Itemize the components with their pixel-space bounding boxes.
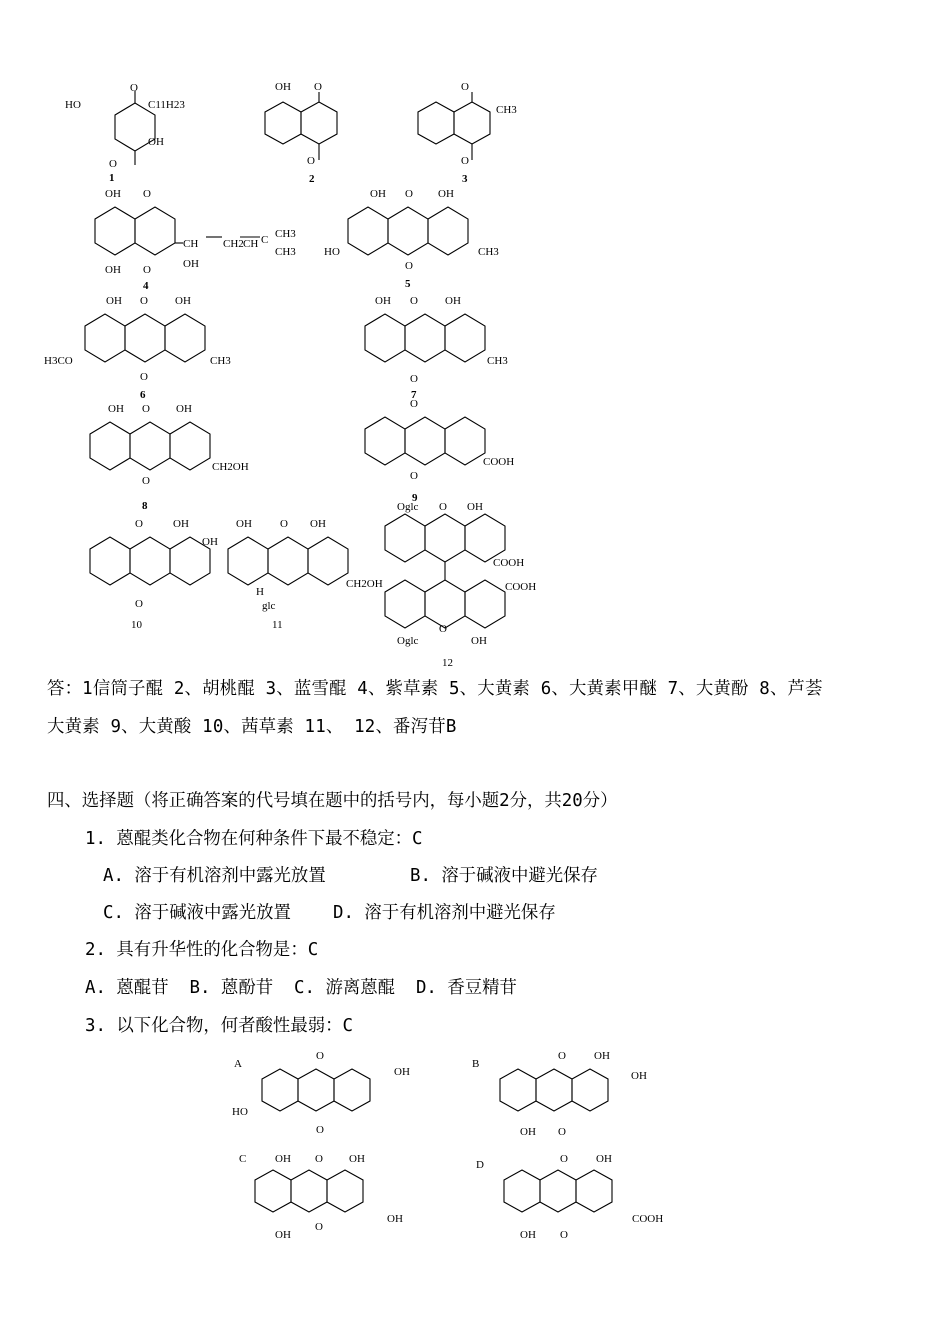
svg-text:CH: CH (183, 238, 199, 250)
structure-10 (80, 515, 230, 633)
q1-option-d: D. 溶于有机溶剂中避光保存 (333, 903, 556, 923)
structure-7 (355, 292, 535, 410)
svg-text:8: 8 (142, 500, 148, 512)
svg-text:O: O (315, 1221, 323, 1233)
structure-3-drawing (410, 80, 550, 188)
svg-text:O: O (140, 371, 148, 383)
structure-6-drawing (40, 292, 260, 402)
svg-text:OH: OH (370, 188, 386, 200)
q3-stem: 3. 以下化合物，何者酸性最弱：C (85, 1016, 353, 1036)
svg-text:CH3: CH3 (478, 246, 499, 258)
q3-structure-d-drawing (472, 1150, 692, 1245)
svg-text:O: O (130, 82, 138, 94)
q1-option-a: A. 溶于有机溶剂中露光放置 (103, 866, 326, 886)
svg-text:OH: OH (596, 1153, 612, 1165)
structure-6 (40, 292, 260, 402)
structure-9 (355, 395, 535, 507)
answer-line-1: 答：1信筒子醌 2、胡桃醌 3、蓝雪醌 4、紫草素 5、大黄素 6、大黄素甲醚 7、大黄酚 8、芦荟 (47, 679, 823, 699)
q3-structure-a (230, 1045, 430, 1140)
svg-text:CH: CH (243, 238, 259, 250)
structure-11 (218, 515, 398, 633)
svg-text:Oglc: Oglc (397, 635, 419, 647)
svg-text:O: O (140, 295, 148, 307)
svg-text:O: O (410, 373, 418, 385)
svg-text:CH3: CH3 (275, 228, 296, 240)
svg-text:HO: HO (65, 99, 81, 111)
svg-text:H: H (256, 586, 264, 598)
structure-9-drawing (355, 395, 535, 507)
svg-text:OH: OH (275, 1153, 291, 1165)
svg-text:glc: glc (262, 600, 276, 612)
structure-7-drawing (355, 292, 535, 410)
svg-text:OH: OH (176, 403, 192, 415)
svg-text:CH2OH: CH2OH (212, 461, 249, 473)
svg-text:OH: OH (445, 295, 461, 307)
svg-text:O: O (558, 1050, 566, 1062)
q3-structure-b (468, 1045, 668, 1140)
svg-text:OH: OH (394, 1066, 410, 1078)
svg-text:O: O (109, 158, 117, 170)
svg-text:O: O (410, 398, 418, 410)
svg-text:OH: OH (520, 1229, 536, 1241)
svg-text:OH: OH (349, 1153, 365, 1165)
svg-text:C: C (239, 1153, 247, 1165)
q1-option-c: C. 溶于碱液中露光放置 (103, 903, 291, 923)
svg-text:O: O (410, 470, 418, 482)
svg-text:O: O (135, 518, 143, 530)
q3-structure-b-drawing (468, 1045, 668, 1140)
svg-text:B: B (472, 1058, 480, 1070)
structure-12-drawing (375, 500, 555, 670)
structure-8 (80, 400, 280, 515)
svg-text:5: 5 (405, 278, 411, 290)
svg-text:O: O (280, 518, 288, 530)
structure-4-drawing (85, 185, 310, 293)
svg-text:CH2OH: CH2OH (346, 578, 383, 590)
svg-text:OH: OH (467, 501, 483, 513)
answer-text (47, 670, 907, 746)
svg-text:OH: OH (375, 295, 391, 307)
svg-text:O: O (461, 155, 469, 167)
svg-text:O: O (315, 1153, 323, 1165)
svg-text:O: O (410, 295, 418, 307)
svg-text:OH: OH (202, 536, 218, 548)
svg-text:O: O (316, 1050, 324, 1062)
q3-structure-a-drawing (230, 1045, 430, 1140)
svg-text:O: O (560, 1229, 568, 1241)
svg-text:O: O (307, 155, 315, 167)
svg-text:OH: OH (275, 81, 291, 93)
svg-text:9: 9 (412, 492, 418, 504)
svg-text:O: O (439, 623, 447, 635)
svg-text:COOH: COOH (632, 1213, 664, 1225)
structure-2 (255, 80, 365, 188)
svg-text:O: O (461, 81, 469, 93)
svg-text:CH3: CH3 (487, 355, 508, 367)
svg-text:COOH: COOH (505, 581, 537, 593)
svg-text:CH3: CH3 (275, 246, 296, 258)
svg-text:O: O (560, 1153, 568, 1165)
svg-text:11: 11 (272, 619, 283, 631)
svg-text:HO: HO (324, 246, 340, 258)
svg-text:OH: OH (108, 403, 124, 415)
svg-text:OH: OH (275, 1229, 291, 1241)
q3-structure-c-drawing (235, 1150, 435, 1245)
svg-text:OH: OH (106, 295, 122, 307)
svg-text:O: O (142, 403, 150, 415)
svg-text:10: 10 (131, 619, 142, 631)
svg-text:12: 12 (442, 657, 453, 669)
svg-text:O: O (142, 475, 150, 487)
svg-text:O: O (405, 188, 413, 200)
svg-text:CH3: CH3 (496, 104, 517, 116)
svg-text:O: O (314, 81, 322, 93)
svg-text:OH: OH (438, 188, 454, 200)
svg-text:OH: OH (387, 1213, 403, 1225)
svg-text:OH: OH (148, 136, 164, 148)
svg-text:OH: OH (105, 264, 121, 276)
svg-text:OH: OH (520, 1126, 536, 1138)
svg-text:C11H23: C11H23 (148, 99, 185, 111)
svg-text:COOH: COOH (493, 557, 525, 569)
svg-text:O: O (405, 260, 413, 272)
svg-text:Oglc: Oglc (397, 501, 419, 513)
svg-text:O: O (316, 1124, 324, 1136)
svg-text:O: O (558, 1126, 566, 1138)
svg-text:D: D (476, 1159, 484, 1171)
svg-text:OH: OH (471, 635, 487, 647)
q1-option-b: B. 溶于碱液中避光保存 (410, 866, 598, 886)
svg-text:3: 3 (462, 173, 468, 185)
svg-text:O: O (143, 264, 151, 276)
svg-text:1: 1 (109, 172, 115, 184)
structure-11-drawing (218, 515, 398, 633)
structure-1-drawing (60, 82, 190, 185)
svg-text:OH: OH (183, 258, 199, 270)
q2-stem: 2. 具有升华性的化合物是：C (85, 940, 319, 960)
svg-text:HO: HO (232, 1106, 248, 1118)
q1-stem: 1. 蒽醌类化合物在何种条件下最不稳定：C (85, 829, 423, 849)
svg-text:2: 2 (309, 173, 315, 185)
svg-text:OH: OH (236, 518, 252, 530)
svg-text:OH: OH (631, 1070, 647, 1082)
svg-text:A: A (234, 1058, 242, 1070)
svg-text:OH: OH (105, 188, 121, 200)
structure-10-drawing (80, 515, 230, 633)
svg-text:O: O (143, 188, 151, 200)
svg-text:O: O (439, 501, 447, 513)
svg-text:4: 4 (143, 280, 149, 292)
structure-3 (410, 80, 550, 188)
svg-text:7: 7 (411, 389, 417, 401)
svg-text:COOH: COOH (483, 456, 515, 468)
svg-text:OH: OH (310, 518, 326, 530)
structure-1 (60, 82, 190, 185)
structure-12 (375, 500, 555, 670)
svg-text:CH2: CH2 (223, 238, 244, 250)
structure-5 (320, 185, 520, 293)
svg-text:OH: OH (175, 295, 191, 307)
svg-text:C: C (261, 234, 269, 246)
structure-8-drawing (80, 400, 280, 515)
q2-options: A. 蒽醌苷 B. 蒽酚苷 C. 游离蒽醌 D. 香豆精苷 (85, 978, 517, 998)
structure-5-drawing (320, 185, 520, 293)
q3-structure-d (472, 1150, 692, 1245)
svg-text:6: 6 (140, 389, 146, 401)
structure-2-drawing (255, 80, 365, 188)
section-4-title: 四、选择题（将正确答案的代号填在题中的括号内，每小题2分，共20分） (47, 791, 618, 811)
svg-text:OH: OH (594, 1050, 610, 1062)
structure-4 (85, 185, 310, 293)
svg-text:O: O (135, 598, 143, 610)
svg-text:H3CO: H3CO (44, 355, 73, 367)
answer-line-2: 大黄素 9、大黄酸 10、茜草素 11、 12、番泻苷B (47, 717, 457, 737)
svg-text:CH3: CH3 (210, 355, 231, 367)
q3-structure-c (235, 1150, 435, 1245)
svg-text:OH: OH (173, 518, 189, 530)
